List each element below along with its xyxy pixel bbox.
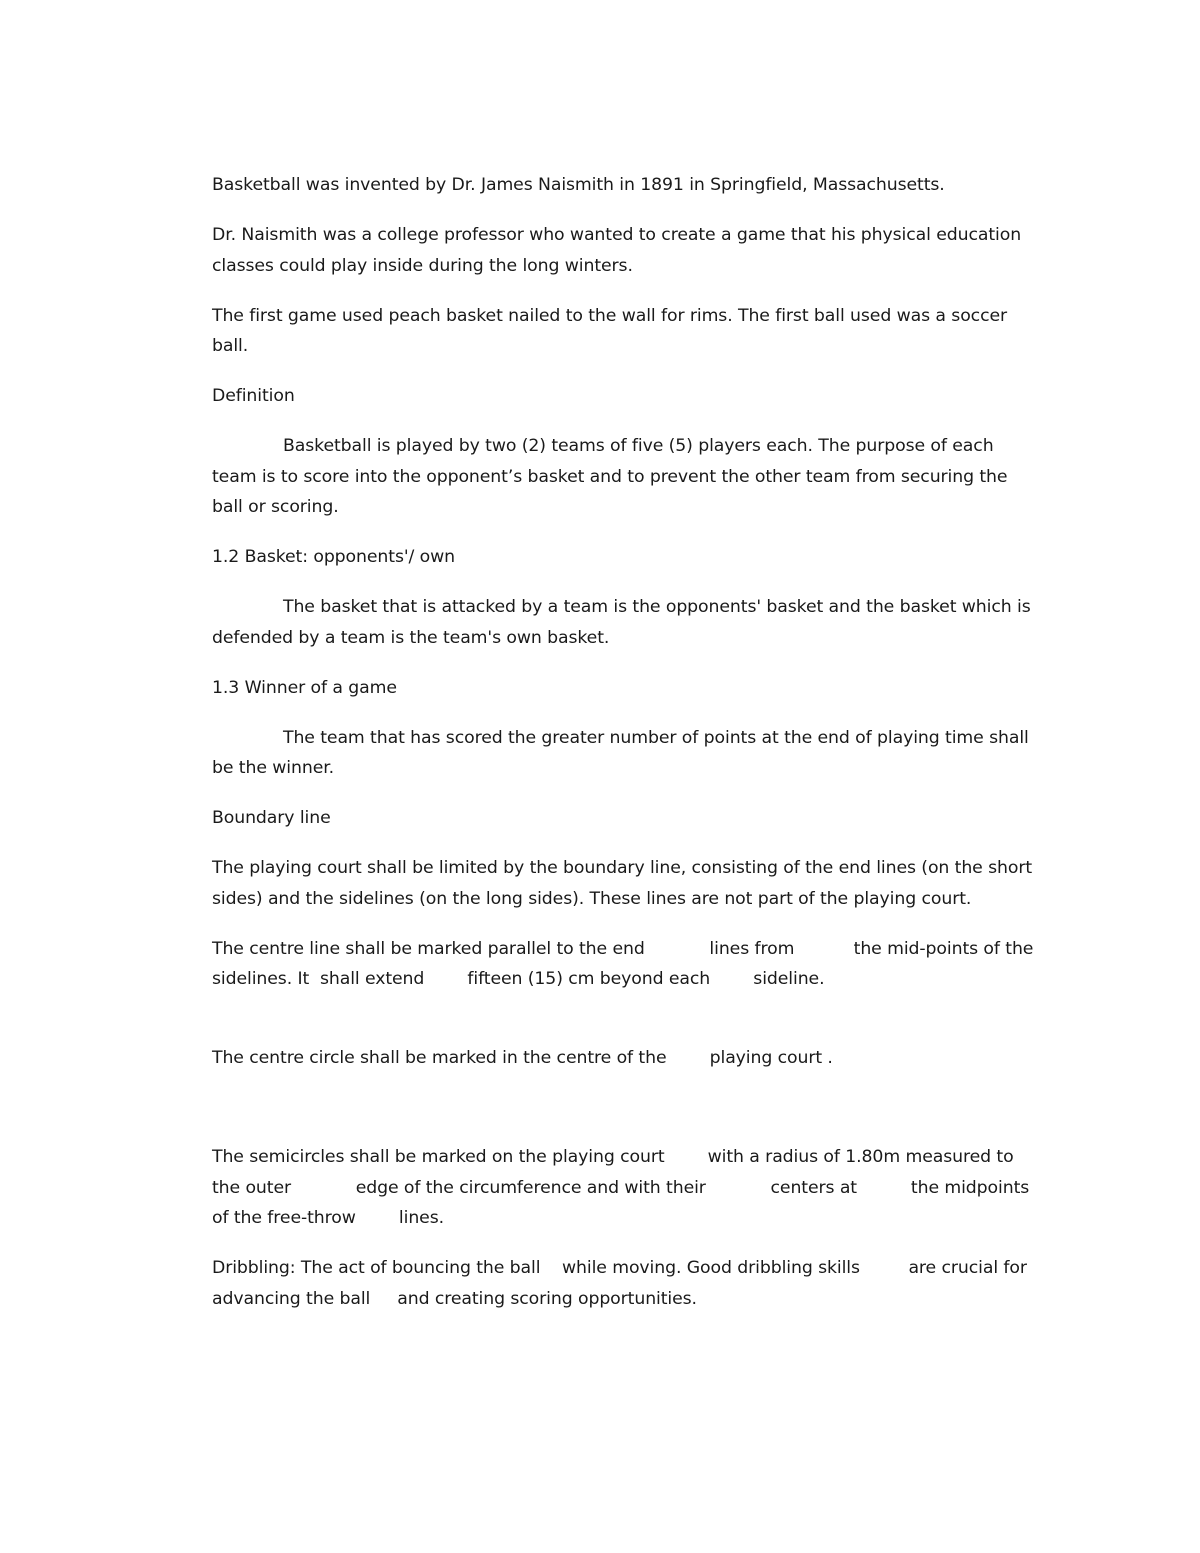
paragraph-winner: The team that has scored the greater number of points at the end of playing time shall be the winner. — [212, 727, 1035, 778]
heading-winner: 1.3 Winner of a game — [212, 677, 397, 698]
paragraph-centre-line: The centre line shall be marked parallel to the end lines from the mid-points of the sidelines. It shall extend fifteen (15) cm beyond each sideline. — [212, 938, 1039, 989]
paragraph-semicircles: The semicircles shall be marked on the playing court with a radius of 1.80m measured to the outer edge of the circumference and with their centers at the midpoints of the free-throw lines. — [212, 1147, 1035, 1228]
paragraph-centre-circle: The centre circle shall be marked in the centre of the playing court . — [212, 1047, 833, 1068]
heading-boundary-line: Boundary line — [212, 808, 331, 828]
heading-basket: 1.2 Basket: opponents'/ own — [212, 547, 455, 567]
heading-definition: Definition — [212, 386, 295, 406]
paragraph-definition: Basketball is played by two (2) teams of five (5) players each. The purpose of each team is to score into the opponent’s basket and to prevent the other team from securing the ball or scoring. — [212, 436, 1013, 517]
paragraph-naismith: Dr. Naismith was a college professor who wanted to create a game that his physical education classes could play inside during the long winters. — [212, 225, 1027, 276]
paragraph-invention: Basketball was invented by Dr. James Naismith in 1891 in Springfield, Massachusetts. — [212, 175, 945, 195]
paragraph-boundary-line: The playing court shall be limited by the boundary line, consisting of the end lines (on the short sides) and the sidelines (on the long sides). These lines are not part of the playing court. — [212, 858, 1038, 909]
paragraph-dribbling: Dribbling: The act of bouncing the ball while moving. Good dribbling skills are crucial for advancing the ball and creating scoring opportunities. — [212, 1258, 1033, 1309]
paragraph-first-game: The first game used peach basket nailed to the wall for rims. The first ball used was a soccer ball. — [212, 305, 1013, 356]
document-body — [212, 170, 1042, 1334]
paragraph-basket: The basket that is attacked by a team is the opponents' basket and the basket which is defended by a team is the team's own basket. — [212, 597, 1037, 648]
